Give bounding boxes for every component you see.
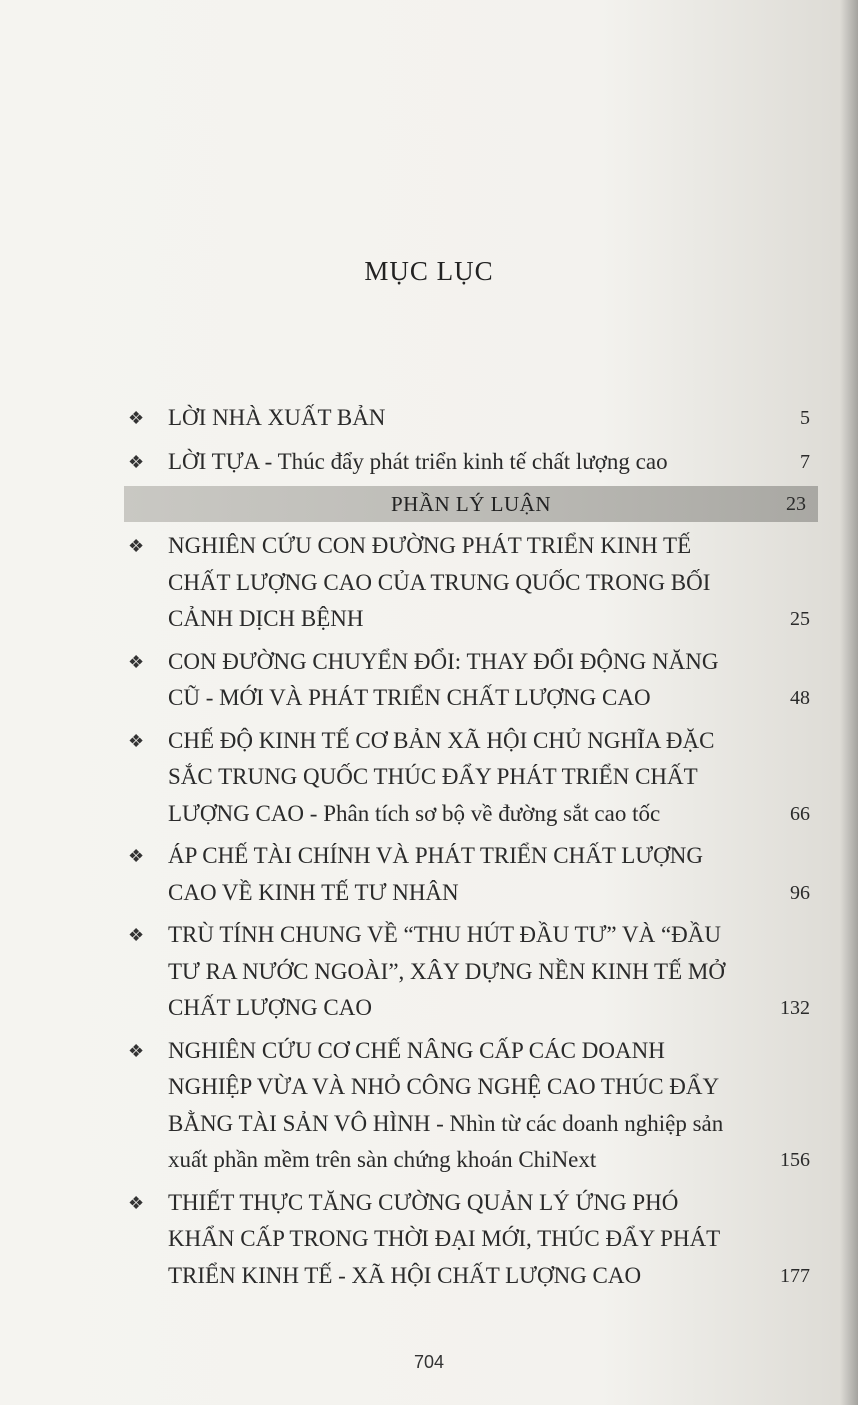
diamond-bullet-icon: ❖: [128, 451, 145, 473]
toc-entry[interactable]: [128, 644, 818, 717]
toc-entry-title: CON ĐƯỜNG CHUYỂN ĐỔI: THAY ĐỔI ĐỘNG NĂNG CŨ - MỚI VÀ PHÁT TRIỂN CHẤT LƯỢNG CAO: [168, 648, 719, 710]
toc-entry-title: THIẾT THỰC TĂNG CƯỜNG QUẢN LÝ ỨNG PHÓ KHẨN CẤP TRONG THỜI ĐẠI MỚI, THÚC ĐẨY PHÁT TRIỂN KINH TẾ - XÃ HỘI CHẤT LƯỢNG CAO: [168, 1189, 720, 1288]
toc-entry[interactable]: [128, 528, 818, 638]
toc-entry-page: 48: [790, 687, 810, 709]
toc-entry[interactable]: [128, 723, 818, 833]
section-header[interactable]: [124, 486, 818, 522]
toc-entry-page: 5: [800, 407, 810, 429]
diamond-bullet-icon: ❖: [128, 536, 145, 557]
toc-entry-title: LỜI NHÀ XUẤT BẢN: [168, 405, 386, 430]
page-title: MỤC LỤC: [364, 256, 494, 286]
toc-entry[interactable]: [128, 1033, 818, 1179]
toc-entry-title: NGHIÊN CỨU CON ĐƯỜNG PHÁT TRIỂN KINH TẾ CHẤT LƯỢNG CAO CỦA TRUNG QUỐC TRONG BỐI CẢNH DỊCH BỆNH: [168, 533, 711, 631]
diamond-bullet-icon: ❖: [128, 925, 145, 946]
page-shadow: [840, 0, 858, 1405]
toc-entry[interactable]: [128, 917, 818, 1027]
toc-entry-page: 66: [790, 802, 810, 825]
toc-entry-title: LỜI TỰA - Thúc đẩy phát triển kinh tế chất lượng cao: [168, 448, 668, 474]
toc-entry[interactable]: [128, 444, 818, 481]
toc-entry-title: TRÙ TÍNH CHUNG VỀ “THU HÚT ĐẦU TƯ” VÀ “ĐẦU TƯ RA NƯỚC NGOÀI”, XÂY DỰNG NỀN KINH TẾ MỞ CHẤT LƯỢNG CAO: [168, 922, 725, 1020]
section-title: PHẦN LÝ LUẬN: [391, 492, 551, 516]
toc-entry-page: 7: [800, 450, 810, 473]
toc-entry-title: NGHIÊN CỨU CƠ CHẾ NÂNG CẤP CÁC DOANH NGHIỆP VỪA VÀ NHỎ CÔNG NGHỆ CAO THÚC ĐẨY BẰNG TÀI SẢN VÔ HÌNH - Nhìn từ các doanh nghiệp sản xuất phần mềm trên sàn chứng khoán ChiNext: [168, 1037, 724, 1172]
toc-entry[interactable]: [128, 400, 818, 437]
table-of-contents: [128, 400, 818, 1294]
page-number: 704: [413, 1352, 445, 1372]
toc-entry[interactable]: [128, 1185, 818, 1295]
toc-entry-page: 177: [780, 1264, 810, 1287]
diamond-bullet-icon: ❖: [128, 846, 145, 867]
toc-entry[interactable]: [128, 838, 818, 911]
toc-entry-title: CHẾ ĐỘ KINH TẾ CƠ BẢN XÃ HỘI CHỦ NGHĨA ĐẶC SẮC TRUNG QUỐC THÚC ĐẨY PHÁT TRIỂN CHẤT LƯỢNG CAO - Phân tích sơ bộ về đường sắt cao tốc: [168, 727, 715, 826]
toc-entry-page: 96: [790, 881, 810, 904]
diamond-bullet-icon: ❖: [128, 1192, 145, 1214]
section-page: 23: [786, 493, 806, 515]
diamond-bullet-icon: ❖: [128, 1040, 145, 1062]
toc-entry-page: 156: [780, 1149, 810, 1171]
diamond-bullet-icon: ❖: [128, 408, 145, 429]
diamond-bullet-icon: ❖: [128, 730, 145, 752]
toc-entry-page: 132: [780, 997, 810, 1019]
diamond-bullet-icon: ❖: [128, 651, 145, 673]
toc-entry-page: 25: [790, 608, 810, 630]
toc-entry-title: ÁP CHẾ TÀI CHÍNH VÀ PHÁT TRIỂN CHẤT LƯỢNG CAO VỀ KINH TẾ TƯ NHÂN: [168, 843, 703, 905]
